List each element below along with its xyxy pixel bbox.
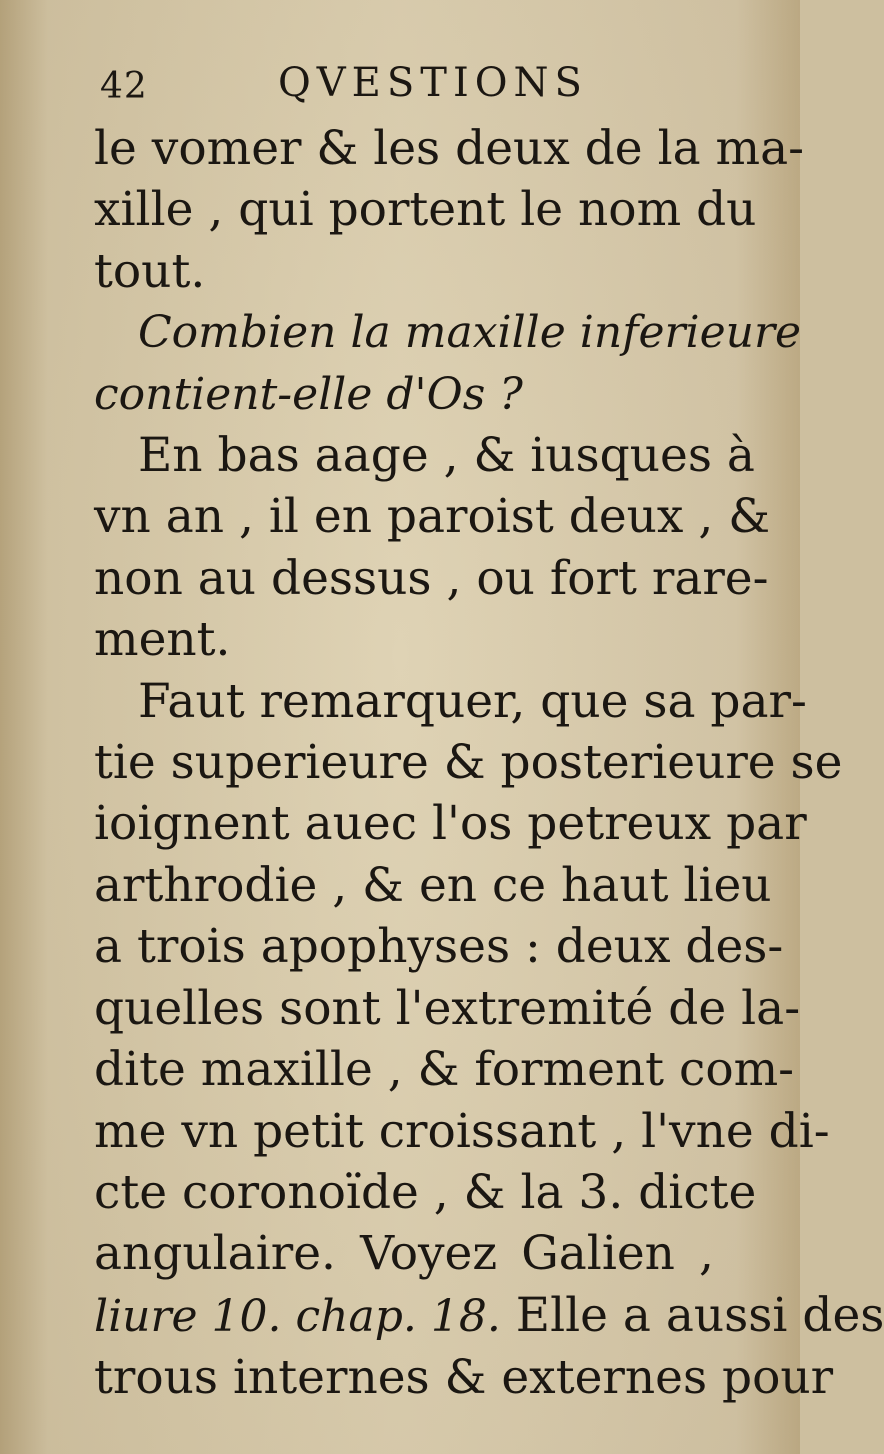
question-line: contient-elle d'Os ?: [94, 368, 523, 420]
page-header: [100, 60, 600, 110]
text-line: Faut remarquer, que sa par-: [138, 673, 807, 729]
text-line: me vn petit croissant , l'vne di-: [94, 1103, 830, 1159]
text-line: non au dessus , ou fort rare-: [94, 550, 769, 606]
text-line: tout.: [94, 243, 206, 299]
text-line: a trois apophyses : deux des-: [94, 919, 784, 975]
question-line: Combien la maxille inferieure: [138, 307, 802, 359]
page-number: 42: [100, 66, 148, 107]
text-line: trous internes & externes pour: [94, 1350, 834, 1406]
text-line: quelles sont l'extremité de la-: [94, 980, 801, 1036]
running-title: QVESTIONS: [278, 60, 588, 106]
text-line: arthrodie , & en ce haut lieu: [94, 857, 772, 913]
citation-italic: liure 10. chap. 18.: [94, 1290, 501, 1342]
text-line: En bas aage , & iusques à: [138, 428, 755, 484]
text-line: tie superieure & posterieure se: [94, 735, 843, 791]
text-line: cte coronoïde , & la 3. dicte: [94, 1164, 757, 1220]
text-line-citation: [94, 1285, 884, 1347]
text-line: vn an , il en paroist deux , &: [94, 489, 771, 545]
text-line: xille , qui portent le nom du: [94, 182, 757, 238]
text-line: le vomer & les deux de la ma-: [94, 121, 805, 176]
text-line: dite maxille , & forment com-: [94, 1042, 795, 1098]
page-body: [94, 118, 884, 1409]
text-line: angulaire. Voyez Galien ,: [94, 1226, 714, 1282]
text-line: ioignent auec l'os petreux par: [94, 796, 807, 852]
text-line: ment.: [94, 612, 231, 668]
citation-rest: Elle a aussi des: [500, 1287, 884, 1343]
